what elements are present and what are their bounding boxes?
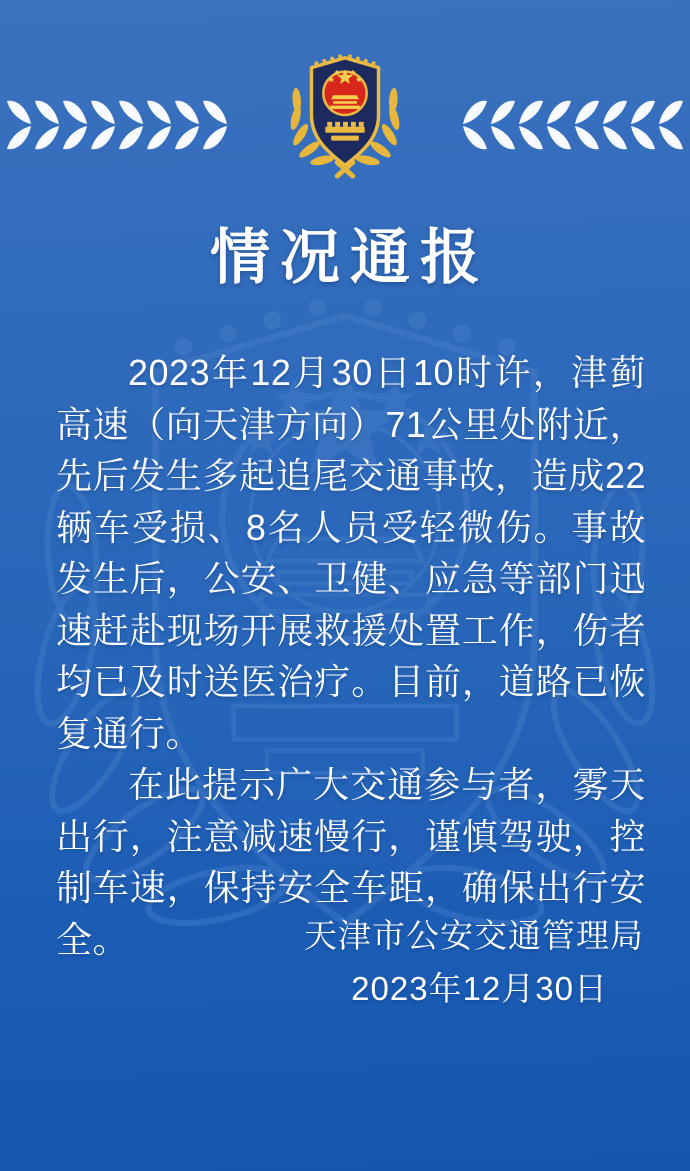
notice-title: 情况通报 (210, 225, 490, 291)
chevrons-left-icon (457, 99, 687, 151)
body-paragraph-2: 在此提示广大交通参与者，雾天出行，注意减速慢行，谨慎驾驶，控制车速，保持安全车距，确保出行安全。 (56, 764, 646, 960)
notice-body (56, 347, 646, 965)
signature-date: 2023年12月30日 (351, 970, 608, 1007)
police-badge-icon (276, 44, 414, 182)
chevrons-right-icon (3, 99, 233, 151)
signature-agency: 天津市公安交通管理局 (304, 917, 644, 954)
body-paragraph-1: 2023年12月30日10时许，津蓟高速（向天津方向）71公里处附近，先后发生多起追尾交通事故，造成22辆车受损、8名人员受轻微伤。事故发生后，公安、卫健、应急等部门迅速赶赴现场开展救援处置工作，伤者均已及时送医治疗。目前，道路已恢复通行。 (56, 352, 646, 754)
